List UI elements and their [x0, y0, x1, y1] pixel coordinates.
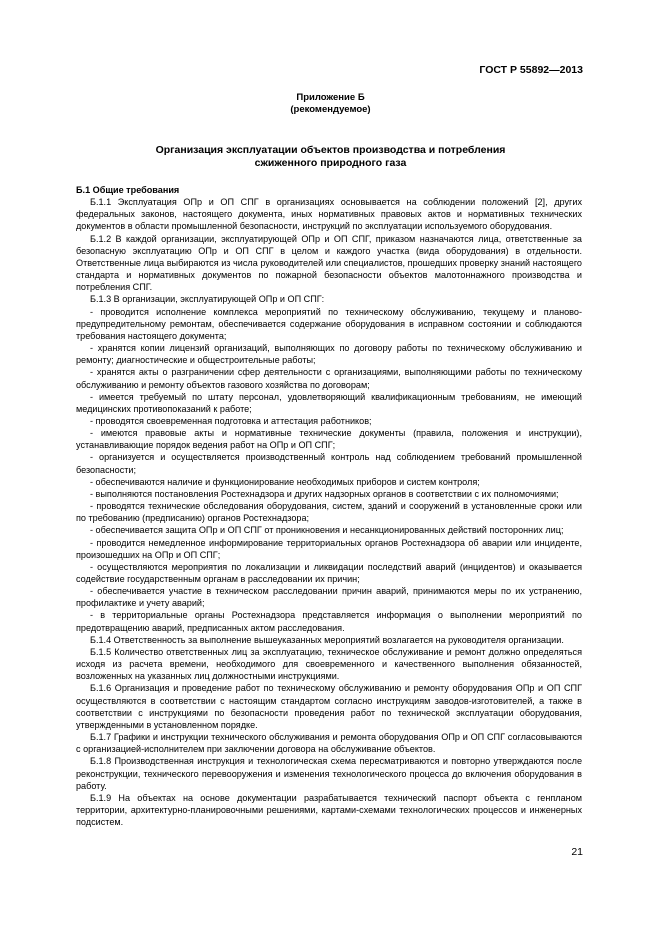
paragraph: Б.1.9 На объектах на основе документации разрабатывается технический паспорт объекта с генпланом территории, архитектурно-планировочными решениями, картами-схемами технологических процессов и инженерных подсистем.: [76, 792, 582, 828]
annex-title-line-2: сжиженного природного газа: [254, 157, 407, 169]
paragraph: Б.1.3 В организации, эксплуатирующей ОПр и ОП СПГ:: [90, 294, 325, 305]
paragraph: Б.1.6 Организация и проведение работ по техническому обслуживанию и ремонту оборудования ОПр и ОП СПГ осуществляются в соответствии с настоящим стандартом согласно инструкциям заводов-изготовителей, а также в соответствии с инструкциями по безопасности проведения работ по технической эксплуатации оборудования, утвержденными в установленном порядке.: [76, 683, 582, 730]
list-item: - имеется требуемый по штату персонал, удовлетворяющий квалификационным требованиям, не имеющий медицинских противопоказаний к работе;: [76, 391, 582, 414]
section-heading: Б.1 Общие требования: [76, 185, 180, 195]
annex-label: Приложение Б: [296, 92, 365, 103]
paragraph: Б.1.2 В каждой организации, эксплуатирующей ОПр и ОП СПГ, приказом назначаются лица, ответственные за безопасную эксплуатацию ОПр и ОП СПГ в целом и каждого участка (вида оборудования) в отдельности. Ответственные лица выбираются из числа руководителей или специалистов, прошедших проверку знаний настоящего стандарта и нормативных документов по пожарной безопасности объектов малотоннажного производства и потребления СПГ.: [76, 233, 582, 293]
list-item: - проводится исполнение комплекса мероприятий по техническому обслуживанию, текущему и планово-предупредительному ремонтам, обеспечивается содержание оборудования в исправном состоянии и соблюдаются требования настоящего документа;: [76, 306, 582, 341]
list-item: - выполняются постановления Ростехнадзора и других надзорных органов в соответствии с их полномочиями;: [90, 488, 559, 499]
annex-title: [60, 144, 601, 170]
list-item: - хранятся копии лицензий организаций, выполняющих по договору работы по техническому обслуживанию и ремонту; диагностические и общестроительные работы;: [76, 343, 582, 366]
list-item: - обеспечивается участие в техническом расследовании причин аварий, принимаются меры по их устранению, профилактике и учету аварий;: [76, 586, 582, 609]
document-body: [76, 184, 582, 828]
standard-number: ГОСТ Р 55892—2013: [479, 64, 583, 76]
paragraph: Б.1.5 Количество ответственных лиц за эксплуатацию, техническое обслуживание и ремонт должно определяться исходя из расчета времени, необходимого для своевременного и качественного выполнения обязанностей, возложенных на указанных лиц должностными инструкциями.: [76, 646, 582, 682]
list-item: - хранятся акты о разграничении сфер деятельности с организациями, выполняющими работы по техническому обслуживанию и ремонту объектов газового хозяйства по договорам;: [76, 367, 582, 390]
annex-title-line-1: Организация эксплуатации объектов производства и потребления: [155, 144, 506, 156]
list-item: - проводится немедленное информирование территориальных органов Ростехнадзора об аварии или инциденте, произошедших на ОПр и ОП СПГ;: [76, 537, 582, 560]
list-item: - организуется и осуществляется производственный контроль над соблюдением требований промышленной безопасности;: [76, 452, 582, 475]
list-item: - в территориальные органы Ростехнадзора представляется информация о выполнении мероприятий по предотвращению аварий, предписанных актом расследования.: [76, 610, 582, 633]
annex-status: (рекомендуемое): [290, 104, 371, 115]
list-item: - проводятся технические обследования оборудования, систем, зданий и сооружений в установленные сроки или по требованию (предписанию) органов Ростехнадзора;: [76, 501, 582, 524]
page-number: 21: [571, 846, 583, 858]
list-item: - обеспечиваются наличие и функционирование необходимых приборов и систем контроля;: [90, 476, 480, 487]
paragraph: Б.1.1 Эксплуатация ОПр и ОП СПГ в организациях основывается на соблюдении положений [2], других федеральных законов, настоящего документа, иных нормативных правовых актов и нормативных технических документов в области промышленной безопасности, инструкций по эксплуатации используемого оборудования.: [76, 197, 582, 232]
list-item: - проводятся своевременная подготовка и аттестация работников;: [90, 415, 372, 426]
paragraph: Б.1.8 Производственная инструкция и технологическая схема пересматриваются и повторно утверждаются после реконструкции, технического перевооружения и изменения технологического процесса до включения оборудования в работу.: [76, 756, 582, 791]
paragraph: Б.1.4 Ответственность за выполнение вышеуказанных мероприятий возлагается на руководителя организации.: [90, 634, 564, 645]
annex-heading: [0, 92, 661, 116]
list-item: - имеются правовые акты и нормативные технические документы (правила, положения и инструкции), устанавливающие порядок ведения работ на ОПр и ОП СПГ;: [76, 428, 582, 451]
paragraph: Б.1.7 Графики и инструкции технического обслуживания и ремонта оборудования ОПр и ОП СПГ согласовываются с организацией-исполнителем при заключении договора на обслуживание объектов.: [76, 732, 582, 755]
list-item: - обеспечивается защита ОПр и ОП СПГ от проникновения и несанкционированных действий посторонних лиц;: [90, 525, 564, 536]
list-item: - осуществляются мероприятия по локализации и ликвидации последствий аварий (инцидентов) и оказывается содействие государственным органам в расследовании их причин;: [76, 561, 582, 584]
